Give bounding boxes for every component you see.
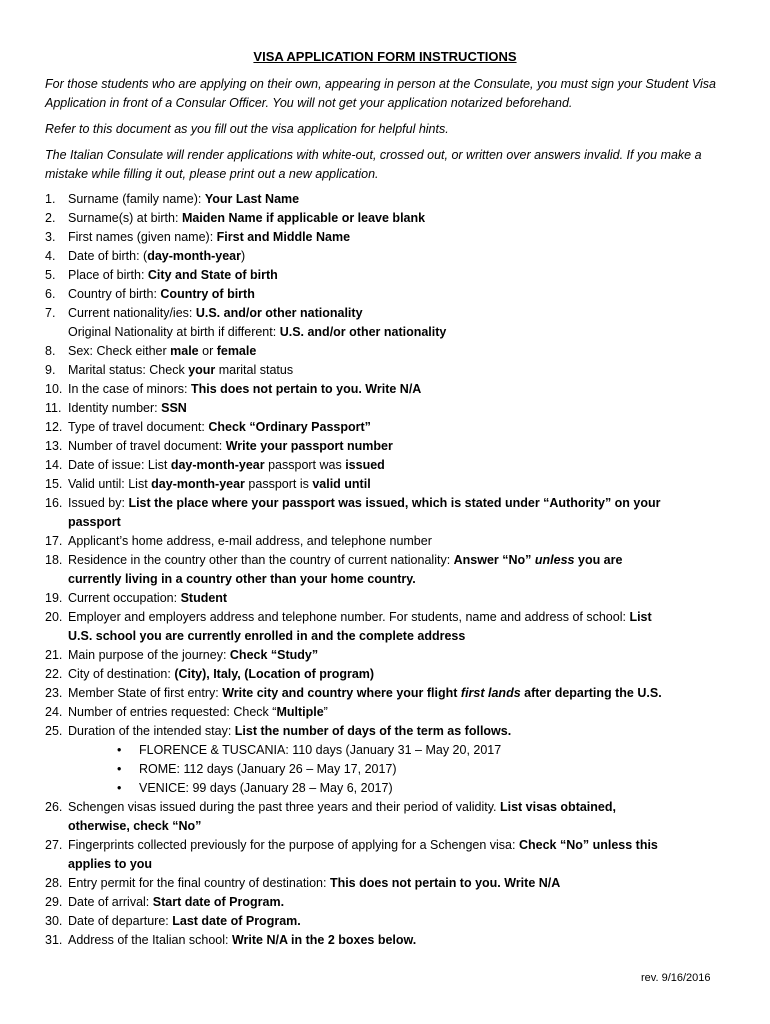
item-number: 20. [45, 610, 63, 624]
text-run: you are [574, 553, 623, 567]
list-item [45, 684, 730, 703]
text-run: Entry permit for the final country of destination: [68, 876, 330, 890]
text-run: Marital status: Check [68, 363, 189, 377]
text-run: U.S. school you are currently enrolled in and the complete address [68, 629, 466, 643]
item-number: 2. [45, 211, 56, 225]
list-item [45, 380, 730, 399]
text-run: after departing the U.S. [520, 686, 662, 700]
item-text [68, 684, 730, 703]
text-run: This does not pertain to you. Write N/A [329, 876, 561, 890]
item-continuation [45, 855, 730, 874]
item-number: 25. [45, 724, 63, 738]
item-number: 10. [45, 382, 63, 396]
item-number: 30. [45, 914, 63, 928]
list-item [45, 722, 730, 741]
text-run: Date of arrival: [68, 895, 153, 909]
item-text [68, 304, 730, 323]
item-text [68, 798, 730, 817]
item-text [68, 456, 730, 475]
item-continuation [45, 513, 730, 532]
text-run: SSN [161, 401, 187, 415]
item-text [68, 399, 730, 418]
item-text [68, 893, 730, 912]
bullet-item [45, 760, 730, 779]
text-run: Place of birth: [68, 268, 148, 282]
text-run: passport is [244, 477, 313, 491]
text-run: Number of entries requested: Check “ [68, 705, 277, 719]
text-run: Last date of Program. [172, 914, 301, 928]
text-run: Check “No” unless this [518, 838, 658, 852]
list-item [45, 342, 730, 361]
item-text [68, 190, 730, 209]
list-item [45, 190, 730, 209]
text-run: Date of birth: ( [68, 249, 148, 263]
intro-paragraph: Refer to this document as you fill out the visa application for helpful hints. [45, 122, 449, 136]
list-item [45, 589, 730, 608]
item-number: 15. [45, 477, 63, 491]
text-run: first lands [460, 686, 521, 700]
text-run: U.S. and/or other nationality [279, 325, 447, 339]
text-run: Start date of Program. [152, 895, 285, 909]
text-run: Sex: Check either [68, 344, 171, 358]
list-item [45, 893, 730, 912]
text-run: City and State of birth [147, 268, 278, 282]
list-item [45, 703, 730, 722]
item-number: 24. [45, 705, 63, 719]
list-item [45, 931, 730, 950]
item-text [68, 912, 730, 931]
text-run: Number of travel document: [68, 439, 226, 453]
text-run: Multiple [276, 705, 324, 719]
text-run: male [170, 344, 199, 358]
list-item [45, 836, 730, 855]
list-item [45, 494, 730, 513]
text-run: Schengen visas issued during the past three years and their period of validity. [68, 800, 500, 814]
bullet-text: VENICE: 99 days (January 28 – May 6, 2017) [139, 781, 393, 795]
text-run: or [198, 344, 217, 358]
text-run: List the place where your passport was issued, which is stated under “Authority” on your [128, 496, 661, 510]
text-run: unless [534, 553, 575, 567]
text-run: First names (given name): [68, 230, 217, 244]
item-text [68, 228, 730, 247]
item-number: 18. [45, 553, 63, 567]
item-text [68, 703, 730, 722]
text-run: your [188, 363, 216, 377]
text-run: Surname(s) at birth: [68, 211, 182, 225]
item-text [68, 247, 730, 266]
list-item [45, 646, 730, 665]
text-run: ) [240, 249, 246, 263]
text-run: Write N/A in the 2 boxes below. [231, 933, 417, 947]
item-number: 9. [45, 363, 56, 377]
text-run: (City), Italy, (Location of program) [174, 667, 375, 681]
item-number: 8. [45, 344, 56, 358]
text-run: Address of the Italian school: [68, 933, 232, 947]
item-text [68, 532, 730, 551]
item-number: 16. [45, 496, 63, 510]
item-number: 3. [45, 230, 56, 244]
item-text [68, 342, 730, 361]
item-number: 7. [45, 306, 56, 320]
bullet-icon: • [117, 743, 122, 757]
item-number: 22. [45, 667, 63, 681]
item-text [68, 646, 730, 665]
item-number: 27. [45, 838, 63, 852]
item-continuation [45, 323, 730, 342]
item-number: 14. [45, 458, 63, 472]
text-run: Employer and employers address and telephone number. For students, name and address of school: [68, 610, 630, 624]
item-number: 28. [45, 876, 63, 890]
text-run: Duration of the intended stay: [68, 724, 235, 738]
list-item [45, 418, 730, 437]
text-run: Maiden Name if applicable or leave blank [181, 211, 426, 225]
text-run: In the case of minors: [68, 382, 191, 396]
item-text [68, 475, 730, 494]
item-continuation [45, 627, 730, 646]
bullet-text: ROME: 112 days (January 26 – May 17, 2017) [139, 762, 397, 776]
text-run: Your Last Name [204, 192, 300, 206]
page-title: VISA APPLICATION FORM INSTRUCTIONS [253, 49, 517, 64]
item-text [68, 836, 730, 855]
bullet-item [45, 779, 730, 798]
text-run: ” [323, 705, 328, 719]
item-continuation [45, 570, 730, 589]
text-run: Date of issue: List [68, 458, 171, 472]
list-item [45, 912, 730, 931]
item-text [68, 874, 730, 893]
instruction-list [45, 190, 730, 950]
text-run: First and Middle Name [216, 230, 351, 244]
text-run: Student [180, 591, 228, 605]
text-run: Applicant’s home address, e-mail address, and telephone number [68, 534, 432, 548]
item-text [68, 494, 730, 513]
text-run: Issued by: [68, 496, 129, 510]
list-item [45, 665, 730, 684]
list-item [45, 874, 730, 893]
text-run: Residence in the country other than the country of current nationality: [68, 553, 454, 567]
text-run: Answer “No” [453, 553, 535, 567]
text-run: List the number of days of the term as follows. [234, 724, 512, 738]
item-text [68, 722, 730, 741]
item-number: 21. [45, 648, 63, 662]
item-text [68, 608, 730, 627]
item-number: 4. [45, 249, 56, 263]
text-run: List [629, 610, 652, 624]
item-number: 6. [45, 287, 56, 301]
item-text [68, 380, 730, 399]
list-item [45, 266, 730, 285]
bullet-icon: • [117, 781, 122, 795]
item-number: 26. [45, 800, 63, 814]
text-run: Current occupation: [68, 591, 181, 605]
text-run: City of destination: [68, 667, 175, 681]
bullet-text: FLORENCE & TUSCANIA: 110 days (January 31 – May 20, 2017 [139, 743, 502, 757]
list-item [45, 456, 730, 475]
text-run: day-month-year [170, 458, 265, 472]
intro-paragraph: The Italian Consulate will render applications with white-out, crossed out, or written over answers invalid. If you make a mistake while filling it out, please print out a new application. [45, 148, 702, 181]
item-number: 1. [45, 192, 56, 206]
text-run: Surname (family name): [68, 192, 205, 206]
text-run: day-month-year [147, 249, 241, 263]
text-run: Main purpose of the journey: [68, 648, 230, 662]
text-run: Write your passport number [225, 439, 393, 453]
item-number: 13. [45, 439, 63, 453]
text-run: passport was [264, 458, 346, 472]
text-run: Country of birth [160, 287, 255, 301]
text-run: Current nationality/ies: [68, 306, 196, 320]
text-run: Check “Ordinary Passport” [208, 420, 371, 434]
item-text [68, 209, 730, 228]
text-run: This does not pertain to you. Write N/A [190, 382, 422, 396]
list-item [45, 437, 730, 456]
list-item [45, 608, 730, 627]
text-run: marital status [215, 363, 294, 377]
list-item [45, 247, 730, 266]
text-run: List visas obtained, [499, 800, 616, 814]
text-run: U.S. and/or other nationality [195, 306, 363, 320]
text-run: issued [345, 458, 385, 472]
text-run: Member State of first entry: [68, 686, 223, 700]
item-text [68, 266, 730, 285]
text-run: Identity number: [68, 401, 162, 415]
list-item [45, 209, 730, 228]
list-item [45, 475, 730, 494]
list-item [45, 551, 730, 570]
item-text [68, 361, 730, 380]
item-number: 5. [45, 268, 56, 282]
item-number: 12. [45, 420, 63, 434]
text-run: Original Nationality at birth if different: [68, 325, 280, 339]
item-text [68, 551, 730, 570]
text-run: Fingerprints collected previously for the purpose of applying for a Schengen visa: [68, 838, 519, 852]
item-text [68, 931, 730, 950]
item-number: 31. [45, 933, 63, 947]
text-run: Date of departure: [68, 914, 173, 928]
list-item [45, 399, 730, 418]
bullet-item [45, 741, 730, 760]
item-continuation [45, 817, 730, 836]
text-run: Type of travel document: [68, 420, 209, 434]
text-run: female [216, 344, 257, 358]
item-number: 11. [45, 401, 62, 415]
item-text [68, 285, 730, 304]
text-run: otherwise, check “No” [68, 819, 202, 833]
text-run: applies to you [68, 857, 153, 871]
item-text [68, 437, 730, 456]
item-text [68, 589, 730, 608]
item-number: 29. [45, 895, 63, 909]
item-number: 23. [45, 686, 63, 700]
list-item [45, 285, 730, 304]
text-run: Valid until: List [68, 477, 152, 491]
list-item [45, 361, 730, 380]
list-item [45, 798, 730, 817]
text-run: currently living in a country other than your home country. [68, 572, 416, 586]
text-run: Country of birth: [68, 287, 161, 301]
text-run: valid until [312, 477, 371, 491]
intro-paragraph: For those students who are applying on their own, appearing in person at the Consulate, you must sign your Student Visa Application in front of a Consular Officer. You will not get your application notarized beforehand. [45, 77, 717, 110]
text-run: Write city and country where your flight [222, 686, 461, 700]
item-text [68, 418, 730, 437]
revision-date: rev. 9/16/2016 [641, 972, 711, 984]
item-text [68, 665, 730, 684]
bullet-icon: • [117, 762, 122, 776]
text-run: day-month-year [151, 477, 245, 491]
text-run: Check “Study” [229, 648, 319, 662]
item-number: 17. [45, 534, 63, 548]
list-item [45, 228, 730, 247]
list-item [45, 304, 730, 323]
item-number: 19. [45, 591, 63, 605]
text-run: passport [68, 515, 121, 529]
list-item [45, 532, 730, 551]
